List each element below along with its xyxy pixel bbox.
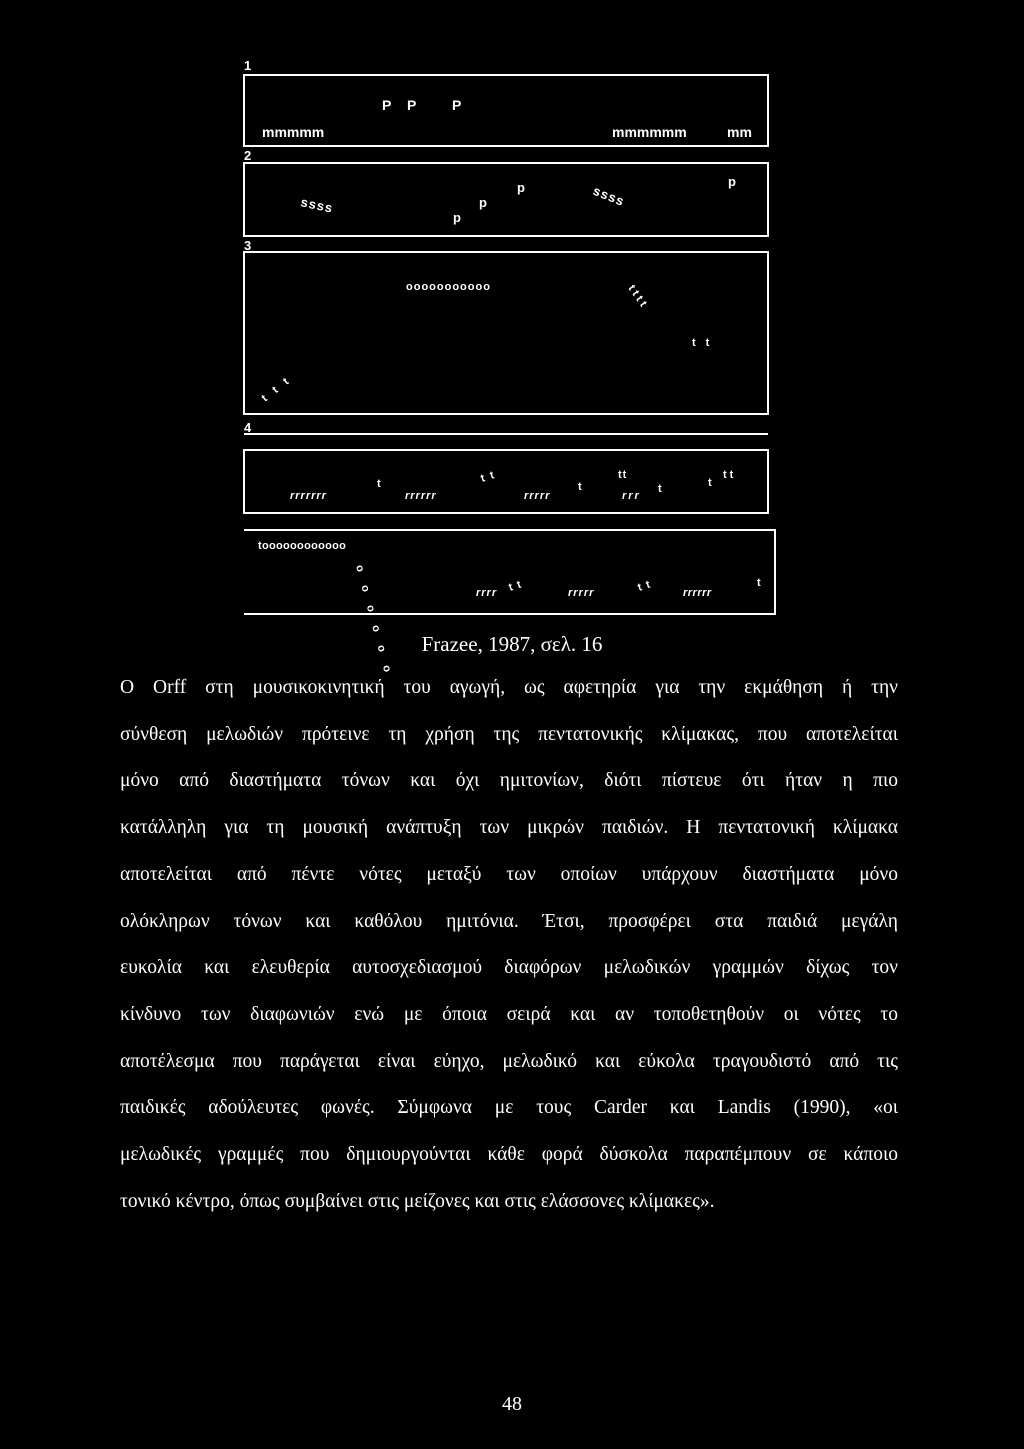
- body-line: αποτελείται από πέντε νότες μεταξύ των οποίων υπάρχουν διαστήματα μόνο: [120, 863, 898, 885]
- p4-text-11: tt: [723, 469, 737, 481]
- p5-text-4: tt: [507, 577, 528, 594]
- body-line: σύνθεση μελωδιών πρότεινε τη χρήση της πεντατονικής κλίμακας, που αποτελείται: [120, 723, 898, 745]
- p5-text-1: toooooooooooo: [258, 540, 347, 552]
- panel-3-frame: [244, 252, 768, 414]
- p1-text-6: mm: [727, 124, 752, 140]
- p4-text-8: rrr: [622, 490, 641, 502]
- body-paragraph: [120, 665, 898, 1225]
- p4-text-6: t: [578, 481, 582, 493]
- p2-text-5: ssss: [590, 182, 628, 210]
- panel-number-2: 2: [244, 148, 252, 163]
- p5-text-6: tt: [636, 577, 657, 594]
- p1-text-1: mmmmm: [262, 124, 325, 140]
- p2-text-2: p: [453, 210, 461, 225]
- panel-number-4: 4: [244, 420, 252, 435]
- body-line: ολόκληρων τόνων και καθόλου ημιτόνια. Έτσι, προσφέρει στα παιδιά μεγάλη: [120, 910, 898, 932]
- p1-text-4: P: [452, 97, 462, 113]
- body-line: τονικό κέντρο, όπως συμβαίνει στις μείζονες και στις ελάσσονες κλίμακες».: [120, 1190, 715, 1212]
- p3-text-1: ooooooooooo: [406, 281, 491, 293]
- body-line: Ο Orff στη μουσικοκινητική του αγωγή, ως αφετηρία για την εκμάθηση ή την: [120, 677, 898, 698]
- panel-number-1: 1: [244, 58, 252, 73]
- p4-text-9: t: [658, 483, 662, 495]
- body-line: αποτέλεσμα που παράγεται είναι εύηχο, μελωδικό και εύκολα τραγουδιστό από τις: [120, 1050, 898, 1072]
- p1-text-2: P: [382, 97, 392, 113]
- p2-text-6: p: [728, 174, 736, 189]
- p2-text-1: ssss: [299, 194, 335, 216]
- p5-text-7: rrrrrr: [683, 587, 712, 599]
- p4-text-7: tt: [618, 469, 628, 481]
- p4-text-2: t: [377, 478, 381, 490]
- p5-text-5: rrrrr: [568, 587, 595, 599]
- p5-text-3: rrrr: [476, 587, 498, 599]
- body-line: κατάλληλη για τη μουσική ανάπτυξη των μικρών παιδιών. Η πεντατονική κλίμακα: [120, 817, 898, 839]
- body-line: κίνδυνο των διαφωνιών ενώ με όποια σειρά και αν τοποθετηθούν οι νότες το: [120, 1003, 898, 1025]
- p3-text-2: tttt: [625, 282, 651, 312]
- p2-text-4: p: [517, 180, 525, 195]
- p4-text-10: t: [708, 477, 712, 489]
- figure-caption: Frazee, 1987, σελ. 16: [421, 632, 603, 656]
- p1-text-3: P: [407, 97, 417, 113]
- body-line: μελωδικές γραμμές που δημιουργούνται κάθε φορά δύσκολα παραπέμπουν σε κάποιο: [120, 1144, 898, 1166]
- body-line: μόνο από διαστήματα τόνων και όχι ημιτονίων, διότι πίστευε ότι ήταν η πιο: [120, 770, 898, 792]
- p3-text-3: ttt: [259, 369, 300, 405]
- p4-text-4: tt: [479, 467, 502, 485]
- p4-text-1: rrrrrrr: [290, 490, 327, 502]
- p2-text-3: p: [479, 195, 487, 210]
- panel-number-3: 3: [244, 238, 252, 253]
- p4-text-5: rrrrr: [524, 490, 551, 502]
- p4-text-3: rrrrrr: [405, 490, 437, 502]
- p1-text-5: mmmmmm: [612, 124, 687, 140]
- body-line: παιδικές αδούλευτες φωνές. Σύμφωνα με τους Carder και Landis (1990), «οι: [120, 1097, 898, 1119]
- body-line: ευκολία και ελευθερία αυτοσχεδιασμού διαφόρων μελωδικών γραμμών δίχως τον: [120, 957, 898, 979]
- p5-text-2: oooooo: [353, 563, 397, 687]
- page-number: 48: [502, 1393, 522, 1415]
- p3-text-4: tt: [692, 337, 720, 349]
- p5-text-8: t: [757, 577, 761, 589]
